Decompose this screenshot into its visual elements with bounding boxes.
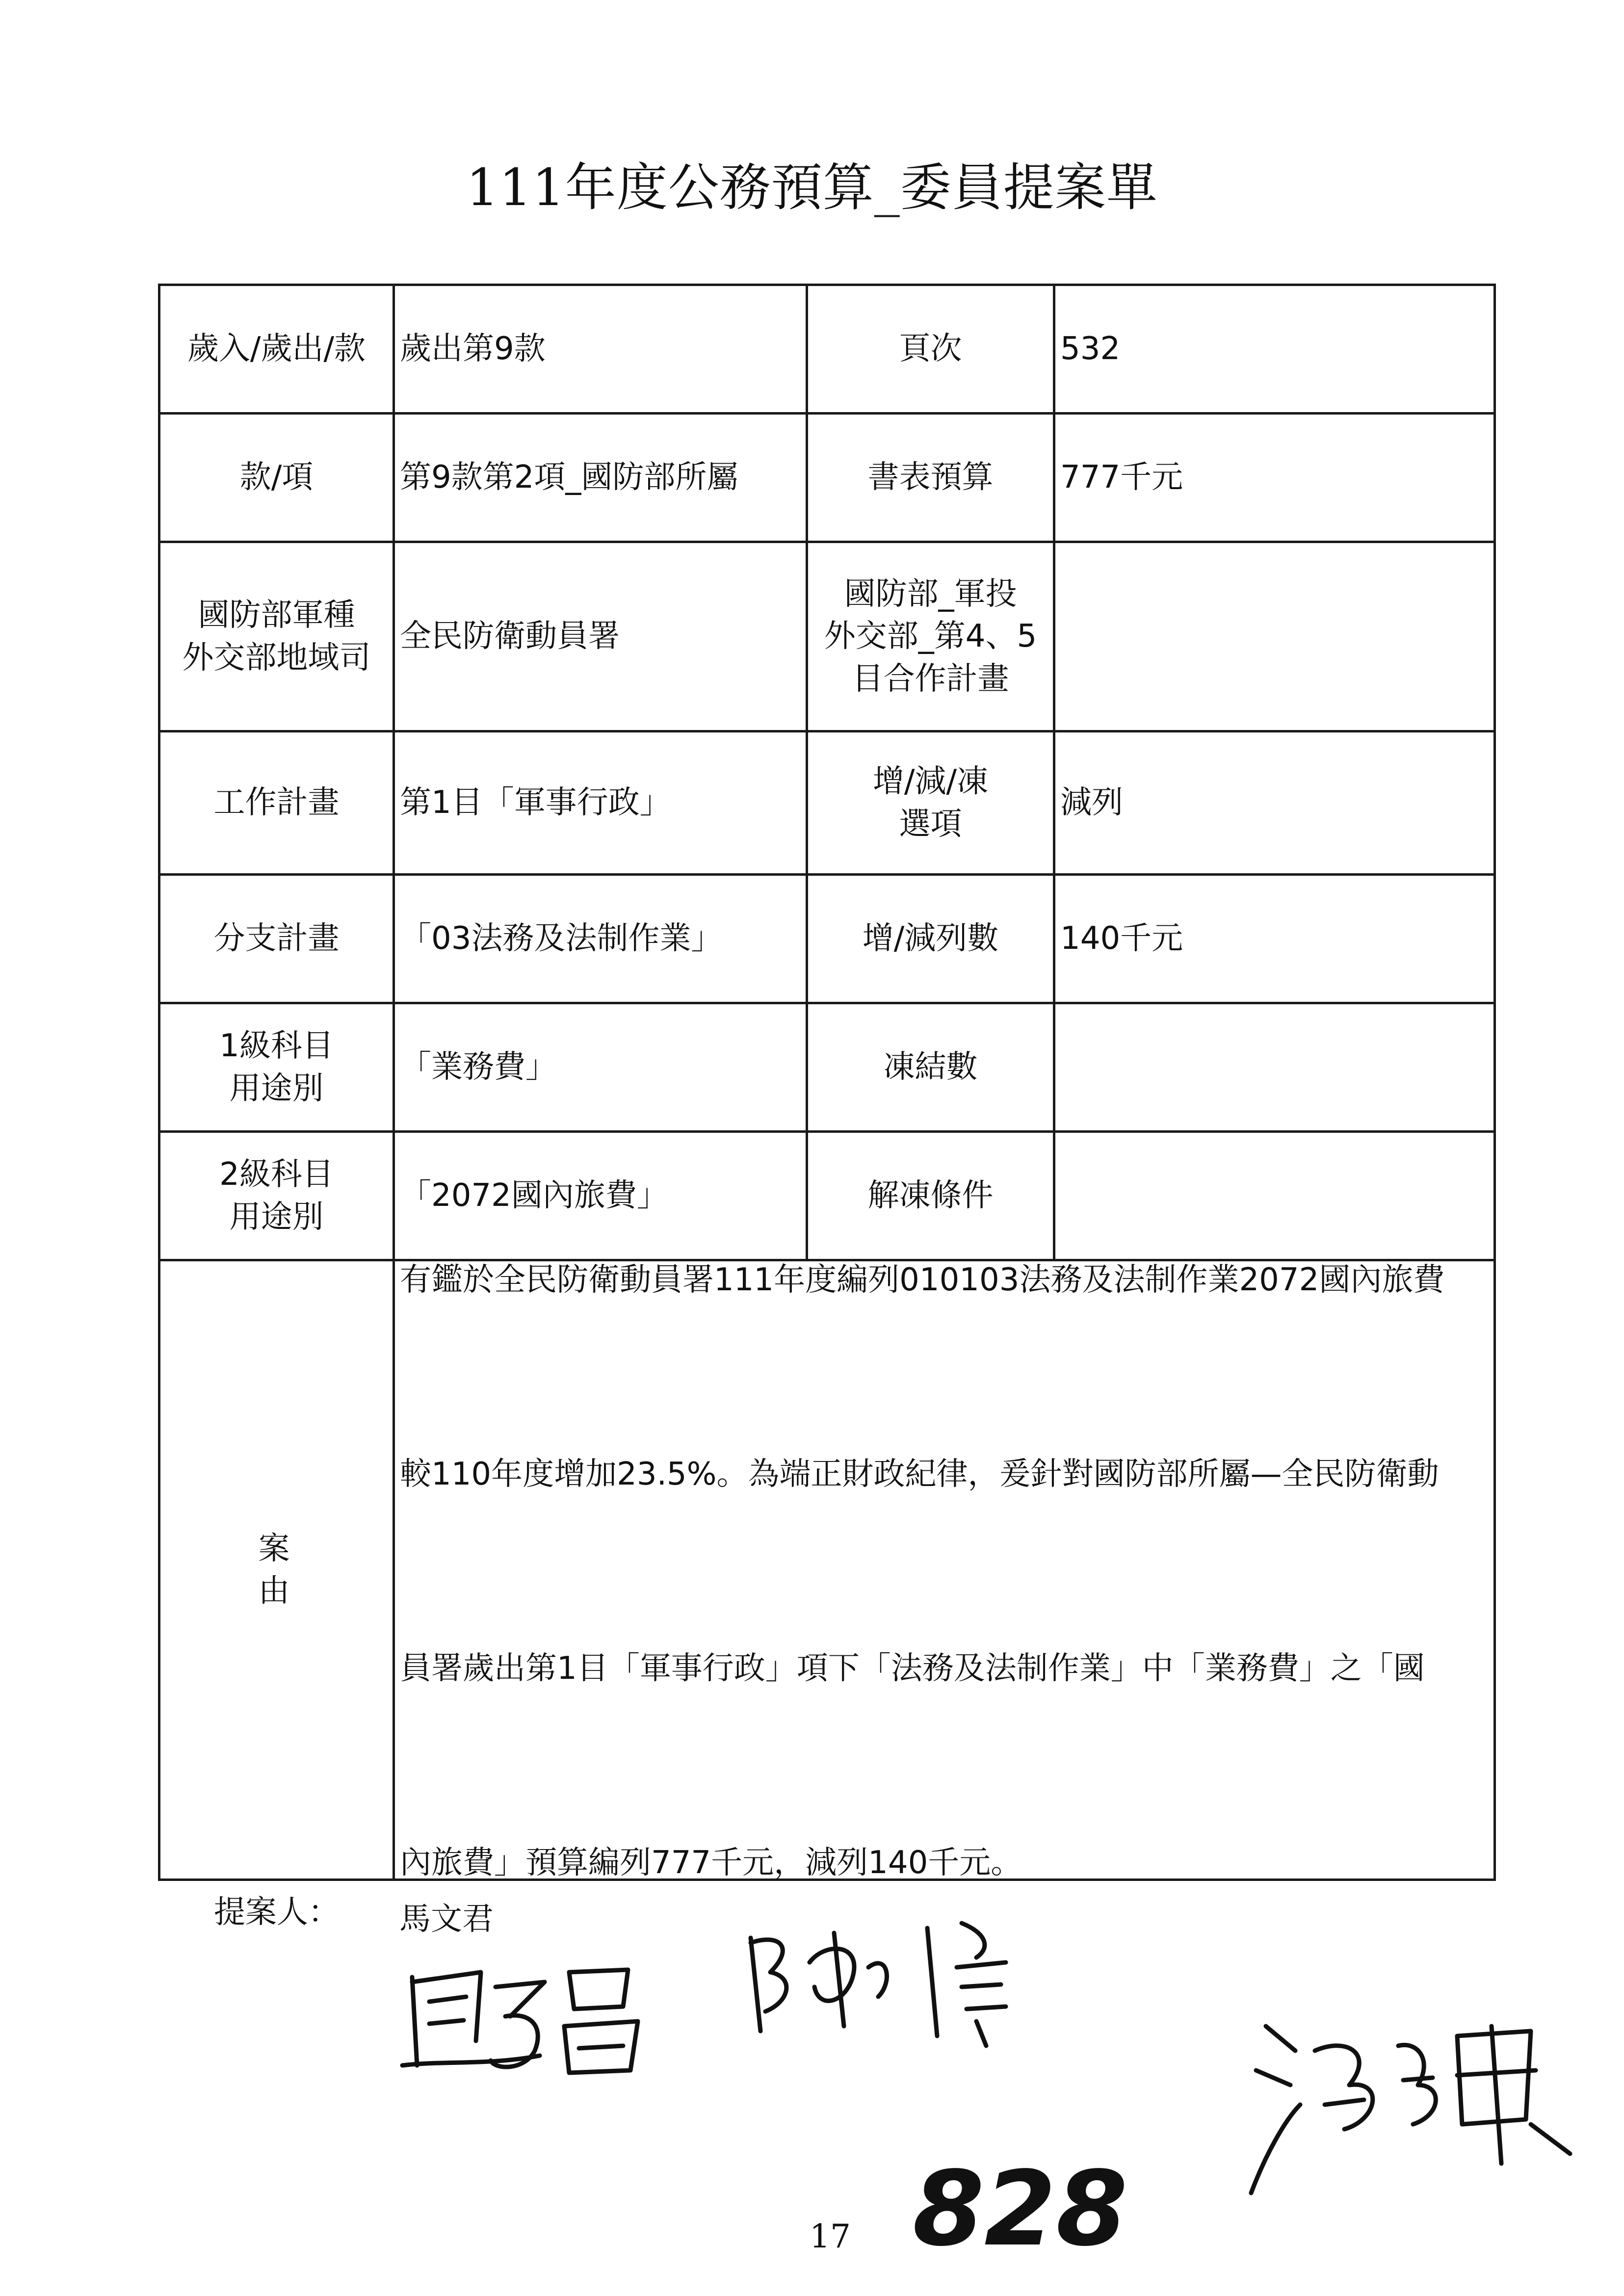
field-value: 第1目「軍事行政」: [394, 731, 807, 875]
field-label: [159, 1132, 394, 1260]
field-label-line: 國防部_軍投: [844, 575, 1017, 612]
field-value: [1054, 542, 1495, 731]
form-row: [159, 285, 1495, 414]
form-row-reason: [159, 1260, 1495, 1880]
form-row: [159, 1003, 1495, 1132]
signature-3: [1236, 2007, 1580, 2213]
page-number: 17: [810, 2218, 851, 2255]
reason-line: 員署歲出第1目「軍事行政」項下「法務及法制作業」中「業務費」之「國: [400, 1650, 1425, 1687]
signature-2: [731, 1904, 1084, 2051]
form-row: [159, 414, 1495, 542]
field-label-line: 增/減/凍: [872, 763, 989, 800]
field-label: 增/減列數: [807, 875, 1054, 1003]
field-label: [159, 542, 394, 731]
field-value: 「業務費」: [394, 1003, 807, 1132]
page-title: 111年度公務預算_委員提案單: [466, 157, 1158, 217]
field-value: 歲出第9款: [394, 285, 807, 414]
field-value: 777千元: [1054, 414, 1495, 542]
field-label-line: 目合作計畫: [852, 660, 1009, 697]
signature-1: [383, 1943, 657, 2090]
proposer-name: 馬文君: [399, 1901, 494, 1937]
field-value: 第9款第2項_國防部所屬: [394, 414, 807, 542]
handwritten-number: 828: [913, 2149, 1128, 2269]
field-label: 解凍條件: [807, 1132, 1054, 1260]
field-value: 減列: [1054, 731, 1495, 875]
reason-text: [394, 1260, 1495, 1880]
field-label: 分支計畫: [159, 875, 394, 1003]
field-value: 全民防衛動員署: [394, 542, 807, 731]
field-value: [1054, 1132, 1495, 1260]
field-value: 「2072國內旅費」: [394, 1132, 807, 1260]
form-row: [159, 875, 1495, 1003]
field-label: 工作計畫: [159, 731, 394, 875]
form-row: [159, 1132, 1495, 1260]
field-label-line: 1級科目: [219, 1028, 334, 1065]
form-row: [159, 542, 1495, 731]
form-row: [159, 731, 1495, 875]
field-label: [807, 542, 1054, 731]
field-value: 「03法務及法制作業」: [394, 875, 807, 1003]
field-label-line: 外交部地域司: [182, 639, 371, 676]
proposer-label: 提案人：: [214, 1894, 340, 1931]
field-label-line: 用途別: [229, 1070, 324, 1107]
field-label: 凍結數: [807, 1003, 1054, 1132]
reason-line: 內旅費」預算編列777千元，減列140千元。: [400, 1845, 1022, 1881]
field-value: 140千元: [1054, 875, 1495, 1003]
field-label-line: 2級科目: [219, 1156, 334, 1193]
reason-line: 較110年度增加23.5%。為端正財政紀律，爰針對國防部所屬—全民防衛動: [400, 1456, 1439, 1492]
field-label-line: 用途別: [229, 1199, 324, 1235]
field-label: [807, 731, 1054, 875]
field-value: 532: [1054, 285, 1495, 414]
field-label: 歲入/歲出/款: [159, 285, 394, 414]
field-label: [159, 1003, 394, 1132]
field-label: 書表預算: [807, 414, 1054, 542]
field-label-line: 國防部軍種: [198, 597, 355, 634]
reason-label: 案 由: [159, 1260, 394, 1880]
field-label: 款/項: [159, 414, 394, 542]
reason-line: 有鑑於全民防衛動員署111年度編列010103法務及法制作業2072國內旅費: [400, 1262, 1445, 1298]
field-label: 頁次: [807, 285, 1054, 414]
proposal-form-table: [158, 284, 1496, 1881]
field-value: [1054, 1003, 1495, 1132]
field-label-line: 外交部_第4、5: [824, 618, 1037, 655]
field-label-line: 選項: [899, 806, 962, 842]
